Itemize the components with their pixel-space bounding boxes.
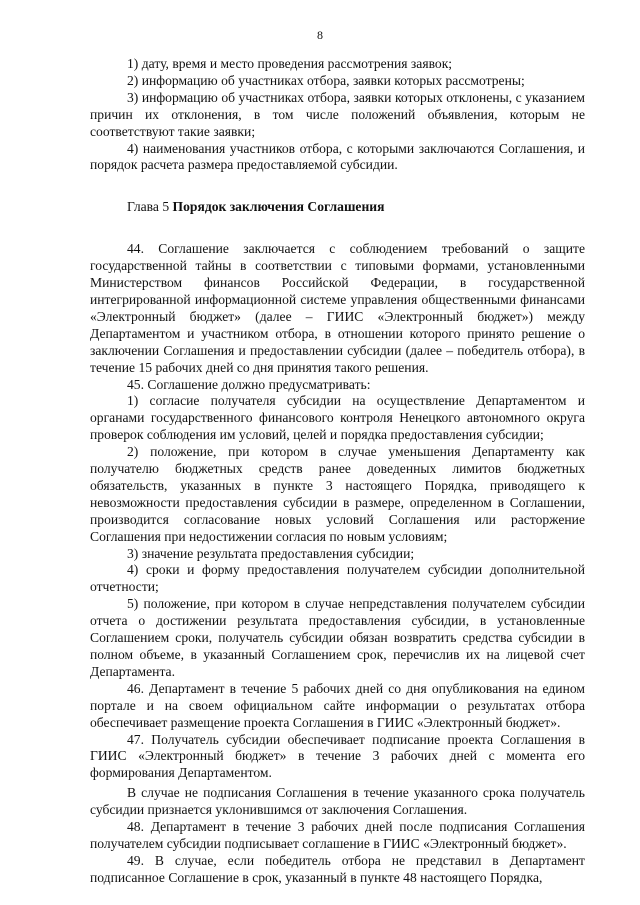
paragraph-47: 47. Получатель субсидии обеспечивает подписание проекта Соглашения в ГИИС «Электронный бюджет» в течение 3 рабочих дней с момента его формирования Департаментом. <box>90 731 585 781</box>
paragraph-44: 44. Соглашение заключается с соблюдением требований о защите государственной тайны в соответствии с типовыми формами, установленными Министерством финансов Российской Федерации, в государственной интегрированной информационной системе управления общественными финансами «Электронный бюджет» (далее – ГИИС «Электронный бюджет») между Департаментом и участником отбора, в отношении которого принято решение о заключении Соглашения и предоставлении субсидии (далее – победитель отбора), в течение 15 рабочих дней со дня принятия такого решения. <box>90 241 585 375</box>
list-item: 2) информацию об участниках отбора, заявки которых рассмотрены; <box>127 72 525 88</box>
document-body <box>90 56 585 887</box>
page-number: 8 <box>317 28 323 42</box>
paragraph-45-item-4: 4) сроки и форму предоставления получателем субсидии дополнительной отчетности; <box>90 562 585 595</box>
chapter-title: Порядок заключения Соглашения <box>172 199 385 215</box>
paragraph-45-item-2: 2) положение, при котором в случае уменьшения Департаменту как получателю бюджетных средств ранее доведенных лимитов бюджетных обязательств, указанных в пункте 3 настоящего Порядка, приводящего к невозможности предоставления субсидии в размере, определенном в Соглашении, производится согласование новых условий Соглашения или расторжение Соглашения при недостижении согласия по новым условиям; <box>90 444 585 544</box>
chapter-heading <box>90 199 585 216</box>
chapter-prefix: Глава 5 <box>127 199 173 215</box>
paragraph-49: 49. В случае, если победитель отбора не представил в Департамент подписанное Соглашение в срок, указанный в пункте 48 настоящего Порядка, <box>90 852 585 885</box>
paragraph-45-item-1: 1) согласие получателя субсидии на осуществление Департаментом и органами государственного финансового контроля Ненецкого автономного округа проверок соблюдения им условий, целей и порядка предоставления субсидии; <box>90 393 585 443</box>
paragraph-45: 45. Соглашение должно предусматривать: <box>127 376 371 392</box>
paragraph-45-item-3: 3) значение результата предоставления субсидии; <box>127 545 415 561</box>
list-item: 3) информацию об участниках отбора, заявки которых отклонены, с указанием причин их отклонения, в том числе положений объявления, которым не соответствуют такие заявки; <box>90 89 585 139</box>
paragraph-48: 48. Департамент в течение 3 рабочих дней после подписания Соглашения получателем субсидии подписывает соглашение в ГИИС «Электронный бюджет». <box>90 819 585 851</box>
paragraph-47-note: В случае не подписания Соглашения в течение указанного срока получатель субсидии признается уклонившимся от заключения Соглашения. <box>90 785 585 818</box>
list-item: 4) наименования участников отбора, с которыми заключаются Соглашения, и порядок расчета размера предоставляемой субсидии. <box>90 140 585 173</box>
paragraph-46: 46. Департамент в течение 5 рабочих дней со дня опубликования на едином портале и на своем официальном сайте информации о результатах отбора обеспечивает размещение проекта Соглашения в ГИИС «Электронный бюджет». <box>90 680 585 730</box>
list-item: 1) дату, время и место проведения рассмотрения заявок; <box>127 56 453 71</box>
paragraph-45-item-5: 5) положение, при котором в случае непредставления получателем субсидии отчета о достижении результата предоставления субсидии, в установленные Соглашением сроки, получатель субсидии обязан возвратить средства субсидии в полном объеме, в указанный Соглашением срок, перечислив их на лицевой счет Департамента. <box>90 596 585 679</box>
